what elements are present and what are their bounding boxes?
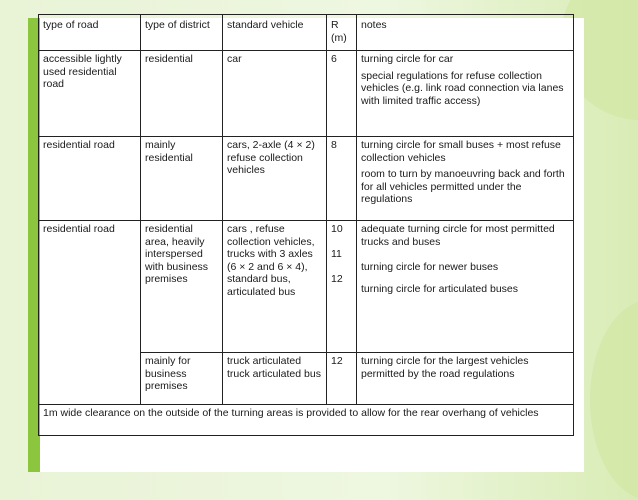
header-standard-vehicle: standard vehicle: [223, 15, 327, 51]
r-value: 10: [331, 223, 343, 235]
note: adequate turning circle for most permitted trucks and buses: [361, 223, 555, 248]
header-row: [39, 15, 574, 51]
cell-r: 8: [327, 137, 357, 221]
cell-vehicle: car: [223, 51, 327, 137]
note: special regulations for refuse collection vehicles (e.g. link road connection via lanes with limited traffic access): [361, 69, 564, 107]
note: turning circle for car: [361, 53, 454, 65]
header-type-of-district: type of district: [141, 15, 223, 51]
cell-vehicle: cars, 2-axle (4 × 2) refuse collection vehicles: [223, 137, 327, 221]
header-r: R (m): [327, 15, 357, 51]
note: turning circle for articulated buses: [361, 283, 518, 295]
cell-vehicle: truck articulated truck articulated bus: [223, 353, 327, 405]
background-decoration: [590, 300, 638, 500]
cell-road: accessible lightly used residential road: [39, 51, 141, 137]
note: turning circle for newer buses: [361, 261, 499, 273]
note: turning circle for small buses + most refuse collection vehicles: [361, 139, 561, 164]
cell-road: residential road: [39, 221, 141, 405]
cell-district: residential: [141, 51, 223, 137]
note: room to turn by manoeuvring back and forth for all vehicles permitted under the regulations: [361, 168, 565, 205]
cell-notes: [357, 353, 574, 405]
note: turning circle for the largest vehicles permitted by the road regulations: [361, 355, 529, 380]
cell-district: mainly for business premises: [141, 353, 223, 405]
header-type-of-road: type of road: [39, 15, 141, 51]
cell-notes: [357, 51, 574, 137]
cell-r: 6: [327, 51, 357, 137]
cell-district: residential area, heavily interspersed with business premises: [141, 221, 223, 353]
table-row: [39, 221, 574, 353]
cell-vehicle: cars , refuse collection vehicles, trucks with 3 axles (6 × 2 and 6 × 4), standard bus, articulated bus: [223, 221, 327, 353]
r-value: 11: [331, 248, 342, 260]
cell-road: residential road: [39, 137, 141, 221]
cell-r: 12: [327, 353, 357, 405]
header-notes: notes: [357, 15, 574, 51]
r-value: 12: [331, 273, 343, 285]
cell-district: mainly residential: [141, 137, 223, 221]
cell-r: [327, 221, 357, 353]
table-row: [39, 51, 574, 137]
footer-row: [39, 405, 574, 436]
footer-note: 1m wide clearance on the outside of the turning areas is provided to allow for the rear overhang of vehicles: [39, 405, 574, 436]
cell-notes: [357, 221, 574, 353]
table-row: [39, 137, 574, 221]
turning-circle-table: [38, 14, 574, 436]
cell-notes: [357, 137, 574, 221]
